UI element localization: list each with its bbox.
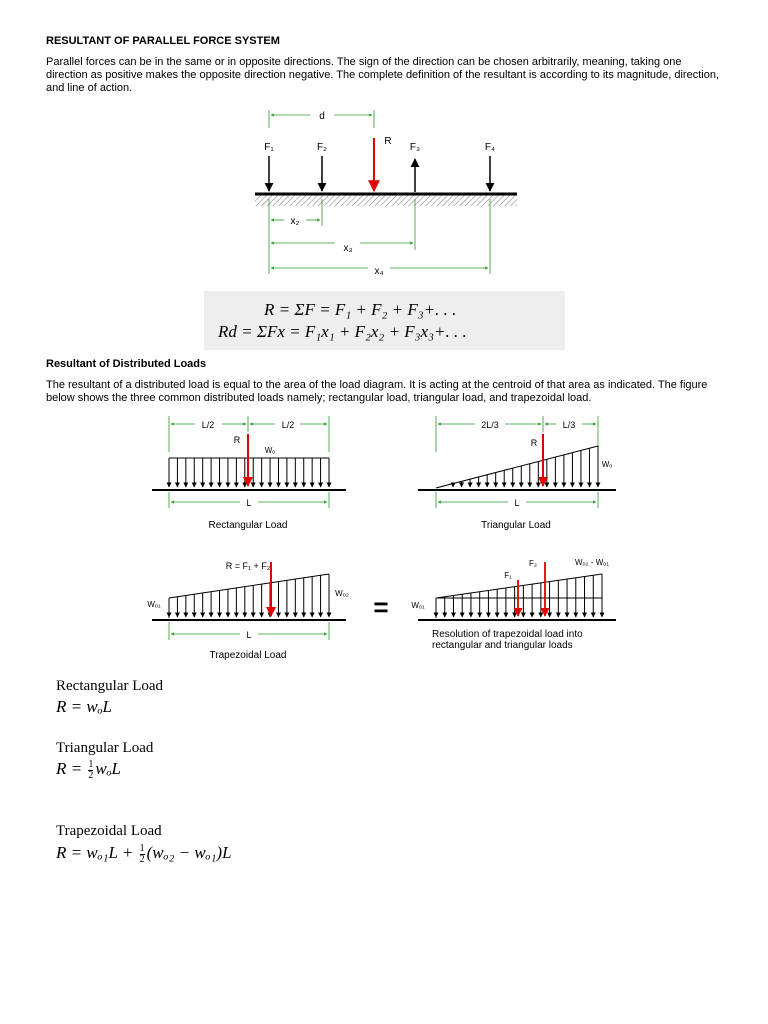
formula-title-rectangular: Rectangular Load <box>56 678 164 694</box>
res-f2-label: F₂ <box>529 559 537 568</box>
dim-x2-label: x₂ <box>290 216 300 227</box>
formula-title-triangular: Triangular Load <box>56 740 154 756</box>
force-f1-label: F₁ <box>264 142 274 153</box>
resultant-moment-equation: Rd = ΣFx = F₁x₁ + F₂x₂ + F₃x₃+. . . <box>218 322 467 341</box>
formula-trapezoidal <box>56 843 232 865</box>
fraction-num: 1 <box>139 842 145 854</box>
formula-trap-lhs: R = wₒ₁L + <box>56 843 138 862</box>
fraction-half <box>88 760 93 781</box>
trap-w2-label: Wₒ₂ <box>335 589 349 598</box>
formula-triangular <box>56 759 121 781</box>
resultant-force-equation: R = ΣF = F₁ + F₂ + F₃+. . . <box>264 300 457 319</box>
tri-caption: Triangular Load <box>481 520 551 531</box>
section-heading-distributed-loads: Resultant of Distributed Loads <box>46 358 207 370</box>
rect-length-label: L <box>246 498 252 508</box>
equals-sign: = <box>373 592 389 622</box>
res-diff-label: Wₒ₂ - Wₒ₁ <box>574 558 610 567</box>
dim-x3-label: x₃ <box>343 243 353 254</box>
paragraph-distributed-loads: The resultant of a distributed load is equal to the area of the load diagram. It is acting at the centroid of that area as indicated. The figure below shows the three common distributed loads namely; rectangular load, triangular load, and trapezoidal load. <box>46 379 708 404</box>
tri-resultant-label: R <box>530 438 538 448</box>
res-caption-line2: rectangular and triangular loads <box>432 640 573 651</box>
tri-load-intensity-label: Wₒ <box>601 460 613 469</box>
tri-one-third-label: L/3 <box>562 420 576 430</box>
rect-caption: Rectangular Load <box>208 520 288 531</box>
triangular-load-figure <box>418 416 616 531</box>
parallel-force-diagram <box>250 104 525 284</box>
trapezoidal-load-figure <box>147 561 348 661</box>
res-w1-label: Wₒ₁ <box>411 601 425 610</box>
trap-w1-label: Wₒ₁ <box>147 600 161 609</box>
fraction-num: 1 <box>88 758 94 770</box>
paragraph-parallel-forces: Parallel forces can be in the same or in opposite directions. The sign of the direction can be chosen arbitrarily, meaning, taking one direction as positive makes the opposite direction negative. The complete definition of the resultant is according to its magnitude, direction, and line of action. <box>46 56 720 94</box>
resultant-equations-box <box>204 291 565 350</box>
trapezoid-resolution-figure <box>411 558 616 651</box>
rect-load-intensity-label: Wₒ <box>264 446 276 455</box>
rect-half-right-label: L/2 <box>281 420 295 430</box>
res-caption-line1: Resolution of trapezoidal load into <box>432 629 583 640</box>
trap-length-label: L <box>246 630 252 640</box>
distributed-loads-diagram <box>140 412 630 667</box>
formula-tri-rhs: wₒL <box>95 759 122 778</box>
fraction-half <box>140 844 145 865</box>
tri-two-thirds-label: 2L/3 <box>481 420 499 430</box>
resultant-r-label: R <box>384 136 392 147</box>
trap-caption: Trapezoidal Load <box>209 650 287 661</box>
trap-resultant-label: R = F₁ + F₂ <box>225 561 271 571</box>
formula-rectangular: R = wₒL <box>56 697 113 716</box>
fraction-den: 2 <box>88 769 94 781</box>
res-f1-label: F₁ <box>504 571 512 580</box>
formula-trap-rhs: (wₒ₂ − wₒ₁)L <box>146 843 232 862</box>
force-f3-label: F₃ <box>409 142 421 153</box>
rect-resultant-label: R <box>233 435 241 445</box>
fraction-den: 2 <box>139 853 145 865</box>
rectangular-load-figure <box>152 416 346 531</box>
tri-length-label: L <box>514 498 520 508</box>
force-f4-label: F₄ <box>484 142 496 153</box>
formula-title-trapezoidal: Trapezoidal Load <box>56 823 162 839</box>
rect-half-left-label: L/2 <box>201 420 215 430</box>
section-heading-parallel-forces: RESULTANT OF PARALLEL FORCE SYSTEM <box>46 35 280 47</box>
dim-d-label: d <box>319 111 325 122</box>
dim-x4-label: x₄ <box>374 266 384 277</box>
formula-tri-lhs: R = <box>56 759 87 778</box>
force-f2-label: F₂ <box>317 142 327 153</box>
